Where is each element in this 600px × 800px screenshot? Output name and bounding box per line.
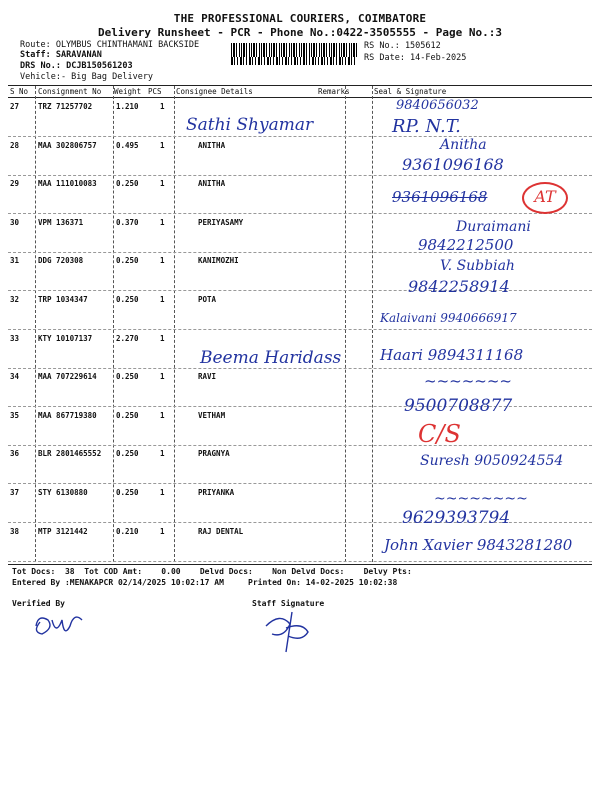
handwritten-signature: John Xavier 9843281280 — [384, 536, 573, 554]
row-sno: 32 — [10, 295, 20, 304]
row-sno: 37 — [10, 488, 20, 497]
handwritten-signature: 9840656032 — [396, 98, 479, 113]
row-pcs: 1 — [160, 488, 165, 497]
row-pcs: 1 — [160, 217, 165, 227]
row-consignment-no: MAA 302806757 — [38, 140, 97, 150]
row-pcs: 1 — [160, 449, 165, 459]
row-pcs: 1 — [160, 333, 165, 343]
row-sno: 36 — [10, 449, 20, 459]
handwritten-struck-phone: 9361096168 — [392, 188, 488, 206]
row-sno: 28 — [10, 140, 20, 150]
row-weight: 0.250 — [116, 410, 139, 420]
row-consignment-no: VPM 136371 — [38, 217, 84, 227]
row-sno: 38 — [10, 526, 20, 536]
row-pcs: 1 — [160, 179, 165, 189]
handwritten-signature: V. Subbiah — [440, 258, 515, 274]
col-remarks: Remarks — [318, 87, 350, 96]
table-top-rule — [8, 85, 592, 86]
drs-label: DRS No.: — [20, 61, 61, 71]
table-bottom-rule — [8, 564, 592, 565]
row-weight: 0.495 — [116, 140, 139, 150]
drs-line — [20, 61, 133, 71]
handwritten-signature: RP. N.T. — [392, 116, 461, 137]
row-sno: 27 — [10, 102, 20, 111]
handwritten-phone: 9629393794 — [402, 508, 511, 528]
row-pcs: 1 — [160, 526, 165, 536]
col-consignee: Consignee Details — [176, 87, 253, 96]
row-pcs: 1 — [160, 410, 165, 420]
row-weight: 0.250 — [116, 295, 139, 304]
row-pcs: 1 — [160, 256, 165, 266]
staff-name: SARAVANAN — [55, 50, 102, 60]
row-consignment-no: MAA 707229614 — [38, 372, 97, 382]
row-sno: 34 — [10, 372, 20, 382]
runsheet-title: Delivery Runsheet - PCR - Phone No.:0422-3505555 - Page No.:3 — [98, 26, 502, 39]
table-header-rule — [8, 97, 592, 98]
row-sno: 33 — [10, 333, 20, 343]
col-consignment: Consignment No — [38, 87, 102, 96]
staff-line — [20, 50, 102, 60]
row-sno: 29 — [10, 179, 20, 189]
col-sno: S No — [10, 87, 29, 96]
handwritten-signature: Kalaivani 9940666917 — [380, 311, 517, 325]
row-consignment-no: TRP 1034347 — [38, 295, 88, 304]
stamp-at: AT — [522, 182, 568, 214]
staff-signature-mark — [256, 604, 326, 654]
handwritten-name: Sathi Shyamar — [186, 115, 314, 135]
col-pcs: PCS — [148, 87, 162, 96]
rs-date: RS Date: 14-Feb-2025 — [364, 53, 467, 63]
handwritten-name: Beema Haridass — [200, 348, 342, 368]
row-consignee: RAVI — [198, 372, 217, 382]
drs-number: DCJB150561203 — [66, 61, 133, 71]
row-weight: 2.270 — [116, 333, 139, 343]
row-sno: 31 — [10, 256, 20, 266]
col-weight: Weight — [114, 87, 142, 96]
col-seal-signature: Seal & Signature — [374, 87, 447, 96]
row-consignment-no: BLR 2801465552 — [38, 449, 102, 459]
row-weight: 0.250 — [116, 179, 139, 189]
handwritten-signature: Haari 9894311168 — [380, 346, 524, 364]
route-text: Route: OLYMBUS CHINTHAMANI BACKSIDE — [20, 40, 200, 50]
table-row — [8, 176, 592, 214]
row-weight: 0.250 — [116, 488, 139, 497]
row-consignment-no: KTY 10107137 — [38, 333, 93, 343]
row-weight: 1.210 — [116, 102, 139, 111]
row-weight: 0.250 — [116, 256, 139, 266]
barcode-lower — [231, 57, 357, 65]
verified-by-label: Verified By — [12, 599, 65, 608]
row-sno: 30 — [10, 217, 20, 227]
row-consignee: POTA — [198, 295, 217, 304]
row-sno: 35 — [10, 410, 20, 420]
row-consignee: VETHAM — [198, 410, 226, 420]
row-consignment-no: STY 6130880 — [38, 488, 88, 497]
row-weight: 0.210 — [116, 526, 139, 536]
row-consignee: ANITHA — [198, 179, 226, 189]
handwritten-phone: 9842212500 — [418, 236, 514, 254]
row-consignment-no: TRZ 71257702 — [38, 102, 93, 111]
row-consignment-no: DDG 720308 — [38, 256, 84, 266]
row-consignee: PRAGNYA — [198, 449, 230, 459]
row-pcs: 1 — [160, 102, 165, 111]
rs-number: RS No.: 1505612 — [364, 41, 441, 51]
row-pcs: 1 — [160, 140, 165, 150]
handwritten-signature: ~~~~~~~ — [424, 372, 512, 390]
vehicle-text: Vehicle:- Big Bag Delivery — [20, 72, 154, 82]
row-weight: 0.250 — [116, 372, 139, 382]
handwritten-signature: ~~~~~~~~ — [434, 491, 528, 507]
row-consignee: PRIYANKA — [198, 488, 235, 497]
row-consignee: ANITHA — [198, 140, 226, 150]
handwritten-phone: 9361096168 — [402, 155, 504, 174]
row-weight: 0.250 — [116, 449, 139, 459]
row-consignee: KANIMOZHI — [198, 256, 239, 266]
row-consignment-no: MTP 3121442 — [38, 526, 88, 536]
row-pcs: 1 — [160, 295, 165, 304]
row-weight: 0.370 — [116, 217, 139, 227]
row-consignee: PERIYASAMY — [198, 217, 244, 227]
handwritten-phone: 9842258914 — [408, 277, 510, 296]
table-row — [8, 138, 592, 176]
handwritten-signature: Duraimani — [456, 219, 531, 235]
row-consignment-no: MAA 867719380 — [38, 410, 97, 420]
cs-mark: C/S — [418, 420, 461, 448]
verifier-signature — [28, 606, 98, 646]
row-consignee: RAJ DENTAL — [198, 526, 244, 536]
staff-label: Staff: — [20, 50, 51, 60]
entered-by-line: Entered By :MENAKAPCR 02/14/2025 10:02:17 AM Printed On: 14-02-2025 10:02:38 — [12, 578, 398, 587]
handwritten-signature: Anitha — [440, 137, 487, 153]
row-pcs: 1 — [160, 372, 165, 382]
handwritten-phone: 9500708877 — [404, 396, 513, 416]
company-name: THE PROFESSIONAL COURIERS, COIMBATORE — [173, 12, 427, 25]
staff-signature-label: Staff Signature — [252, 599, 325, 608]
handwritten-signature: Suresh 9050924554 — [420, 453, 564, 469]
row-consignment-no: MAA 111010083 — [38, 179, 97, 189]
totals-line: Tot Docs: 38 Tot COD Amt: 0.00 Delvd Docs: Non Delvd Docs: Delvy Pts: — [12, 567, 412, 576]
